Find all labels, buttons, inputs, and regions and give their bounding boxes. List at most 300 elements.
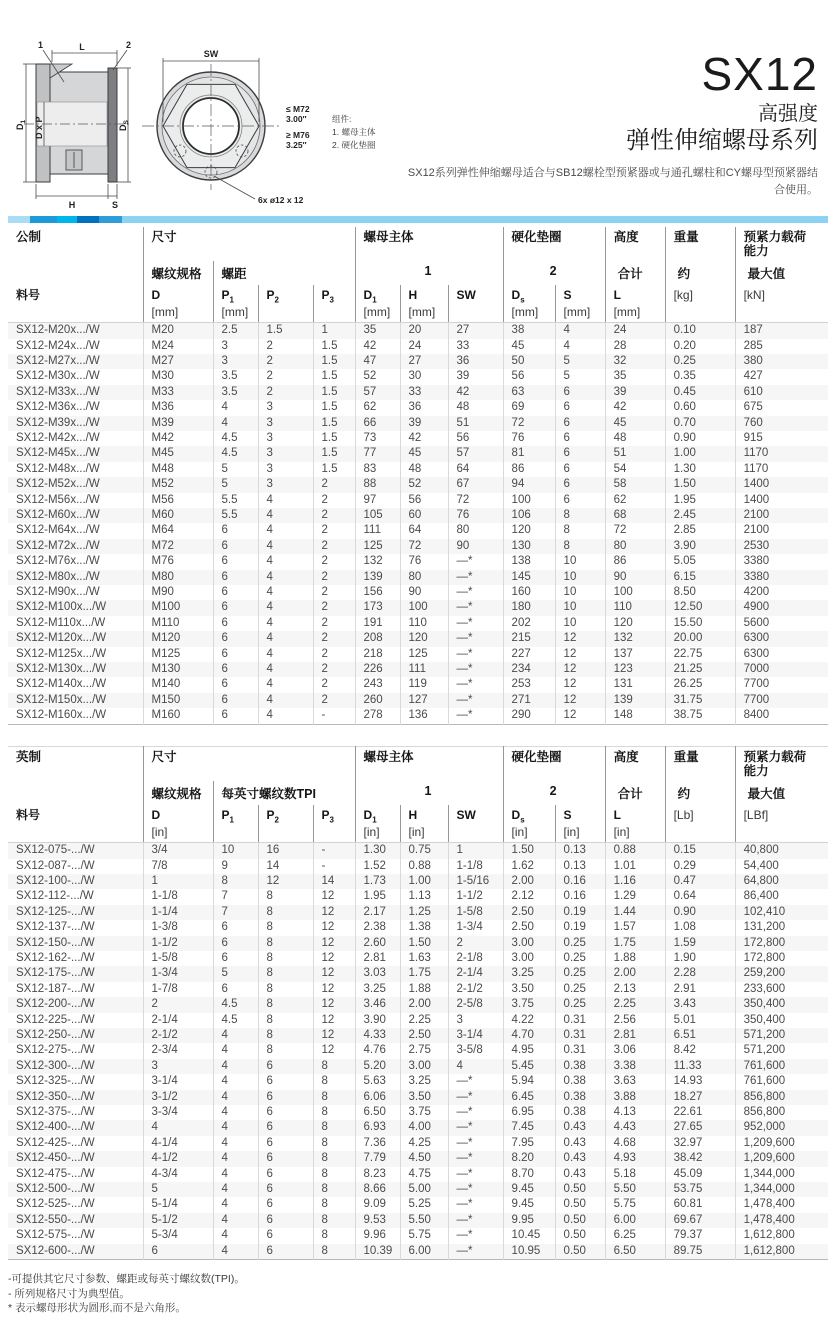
value-cell: 5.94 (503, 1074, 555, 1089)
value-cell: 6 (143, 1244, 213, 1260)
value-cell: 89.75 (665, 1244, 735, 1260)
value-cell: 0.70 (665, 416, 735, 431)
value-cell: 76 (503, 431, 555, 446)
value-cell: 0.50 (555, 1213, 605, 1228)
value-cell: 8 (313, 1228, 355, 1243)
value-cell: 2 (313, 616, 355, 631)
value-cell: 1.75 (400, 966, 448, 981)
metric-table-section (8, 227, 828, 725)
value-cell: 0.10 (665, 323, 735, 339)
sub-tpi: 每英寸螺纹数TPI (213, 781, 355, 805)
part-number-cell: SX12-425-.../W (16, 1136, 95, 1149)
value-cell: 1.29 (605, 889, 665, 904)
table-row (8, 889, 828, 904)
value-cell: 1-1/8 (143, 889, 213, 904)
table-row (8, 693, 828, 708)
value-cell: 1.50 (665, 477, 735, 492)
metric-table-body (8, 323, 828, 725)
value-cell: 2-1/8 (448, 951, 503, 966)
value-cell: 4 (258, 570, 313, 585)
value-cell: 234 (503, 662, 555, 677)
value-cell: 6 (213, 647, 258, 662)
value-cell: 1-5/8 (448, 905, 503, 920)
part-number-cell: SX12-575-.../W (16, 1229, 95, 1242)
value-cell: 2.5 (213, 323, 258, 339)
value-cell: 6 (213, 693, 258, 708)
value-cell: 2 (313, 508, 355, 523)
col-part-number: 料号 (8, 285, 143, 323)
value-cell: 3.00 (503, 951, 555, 966)
value-cell: 2.00 (503, 874, 555, 889)
value-cell: 102,410 (735, 905, 828, 920)
value-cell: 2 (258, 385, 313, 400)
part-number-cell: SX12-137-.../W (16, 921, 95, 934)
value-cell: M56 (143, 493, 213, 508)
value-cell: 350,400 (735, 997, 828, 1012)
value-cell: 6 (258, 1090, 313, 1105)
value-cell: 1.5 (313, 462, 355, 477)
value-cell: 100 (605, 585, 665, 600)
value-cell: 427 (735, 369, 828, 384)
col-D: D [mm] (143, 285, 213, 323)
metric-table (8, 227, 828, 725)
value-cell: M125 (143, 647, 213, 662)
value-cell: 215 (503, 631, 555, 646)
value-cell: 4.5 (213, 997, 258, 1012)
value-cell: —* (448, 1105, 503, 1120)
value-cell: 2.81 (355, 951, 400, 966)
part-number-cell: SX12-200-.../W (16, 998, 95, 1011)
value-cell: 24 (605, 323, 665, 339)
value-cell: 4-1/4 (143, 1136, 213, 1151)
table-row (8, 1105, 828, 1120)
value-cell: 172,800 (735, 936, 828, 951)
value-cell: 2-1/2 (448, 982, 503, 997)
value-cell: 3.5 (213, 385, 258, 400)
value-cell: M80 (143, 570, 213, 585)
value-cell: 1.95 (665, 493, 735, 508)
col-kN: [kN] (735, 285, 828, 323)
value-cell: 28 (605, 339, 665, 354)
value-cell: 2.13 (605, 982, 665, 997)
value-cell: 4200 (735, 585, 828, 600)
value-cell: 1.63 (400, 951, 448, 966)
value-cell: 0.25 (665, 354, 735, 369)
value-cell: 1.5 (313, 431, 355, 446)
value-cell: 2.28 (665, 966, 735, 981)
value-cell: 5 (143, 1182, 213, 1197)
value-cell: 8 (313, 1074, 355, 1089)
value-cell: 110 (400, 616, 448, 631)
value-cell: 3-3/4 (143, 1105, 213, 1120)
value-cell: 137 (605, 647, 665, 662)
value-cell: 5 (213, 462, 258, 477)
value-cell: —* (448, 616, 503, 631)
value-cell: 4 (213, 1182, 258, 1197)
value-cell: 1-3/8 (143, 920, 213, 935)
front-view (142, 49, 310, 205)
value-cell: 2.56 (605, 1013, 665, 1028)
value-cell: 45 (605, 416, 665, 431)
value-cell: 0.38 (555, 1090, 605, 1105)
size-note-top: ≤ M72 (286, 104, 310, 114)
value-cell: —* (448, 1197, 503, 1212)
value-cell: 3 (213, 339, 258, 354)
leader-2: 2 (126, 40, 132, 50)
value-cell: 6 (555, 462, 605, 477)
table-row (8, 369, 828, 384)
value-cell: 21.25 (665, 662, 735, 677)
value-cell: 6.00 (605, 1213, 665, 1228)
value-cell: 110 (605, 600, 665, 615)
value-cell: 42 (605, 400, 665, 415)
value-cell: 8 (313, 1167, 355, 1182)
value-cell: 0.20 (665, 339, 735, 354)
value-cell: 90 (400, 585, 448, 600)
value-cell: 47 (355, 354, 400, 369)
imperial-table-section (8, 746, 828, 1260)
value-cell: 6 (213, 554, 258, 569)
value-cell: —* (448, 1167, 503, 1182)
value-cell: 0.16 (555, 874, 605, 889)
sub-preload-max: 最大值 (735, 261, 828, 285)
value-cell: 54 (605, 462, 665, 477)
value-cell: 1.16 (605, 874, 665, 889)
value-cell: 1.75 (605, 936, 665, 951)
value-cell: 12 (313, 889, 355, 904)
col-H: H [mm] (400, 285, 448, 323)
value-cell: 52 (355, 369, 400, 384)
value-cell: 4 (258, 631, 313, 646)
value-cell: —* (448, 1228, 503, 1243)
value-cell: 4 (213, 1105, 258, 1120)
value-cell: —* (448, 1090, 503, 1105)
value-cell: 1.62 (503, 859, 555, 874)
value-cell: 12 (555, 647, 605, 662)
value-cell: 8 (258, 1013, 313, 1028)
value-cell: 4 (258, 585, 313, 600)
value-cell: 1.30 (665, 462, 735, 477)
value-cell: 4 (258, 523, 313, 538)
value-cell: 1.08 (665, 920, 735, 935)
value-cell: 571,200 (735, 1028, 828, 1043)
value-cell: 5.00 (400, 1182, 448, 1197)
value-cell: 0.29 (665, 859, 735, 874)
value-cell: 1.00 (400, 874, 448, 889)
value-cell: 125 (355, 539, 400, 554)
value-cell: 8.50 (665, 585, 735, 600)
value-cell: 3.25 (355, 982, 400, 997)
table-row (8, 966, 828, 981)
legend-item-1: 1. 螺母主体 (332, 127, 376, 137)
value-cell: 26.25 (665, 677, 735, 692)
value-cell: 4.75 (400, 1167, 448, 1182)
value-cell: 3-1/4 (143, 1074, 213, 1089)
group-nut-body: 螺母主体 (355, 747, 503, 781)
value-cell: 0.25 (555, 997, 605, 1012)
part-number-cell: SX12-375-.../W (16, 1106, 95, 1119)
title-block (378, 50, 818, 199)
table-row (8, 539, 828, 554)
value-cell: M150 (143, 693, 213, 708)
value-cell: 1.88 (605, 951, 665, 966)
value-cell: 9.45 (503, 1182, 555, 1197)
col-P2: $P_2$ (258, 285, 313, 323)
group-height: 高度 (605, 227, 665, 261)
value-cell: 4 (213, 1028, 258, 1043)
value-cell: 10.45 (503, 1228, 555, 1243)
color-bar-segment (122, 216, 828, 223)
value-cell: 4 (213, 1136, 258, 1151)
value-cell: 72 (605, 523, 665, 538)
value-cell: 127 (400, 693, 448, 708)
value-cell: 5.50 (605, 1182, 665, 1197)
dim-Ds: $D_S$ (118, 120, 130, 131)
footnotes (8, 1272, 245, 1316)
value-cell: 6.93 (355, 1120, 400, 1135)
value-cell: 45 (503, 339, 555, 354)
value-cell: 12 (313, 1028, 355, 1043)
value-cell: 0.88 (605, 843, 665, 859)
value-cell: 4.22 (503, 1013, 555, 1028)
value-cell: 4 (213, 1120, 258, 1135)
value-cell: 3 (258, 431, 313, 446)
sub-washer-num: 2 (503, 261, 605, 285)
value-cell: 3 (258, 446, 313, 461)
value-cell: 10 (555, 585, 605, 600)
value-cell: 6300 (735, 631, 828, 646)
value-cell: 0.90 (665, 431, 735, 446)
value-cell: 1.90 (665, 951, 735, 966)
value-cell: M110 (143, 616, 213, 631)
value-cell: 10 (555, 554, 605, 569)
value-cell: 4.93 (605, 1151, 665, 1166)
sub-thread-spec: 螺纹规格 (143, 261, 213, 285)
value-cell: 0.45 (665, 385, 735, 400)
value-cell: 72 (448, 493, 503, 508)
value-cell: 3380 (735, 554, 828, 569)
group-region: 英制 (16, 750, 42, 764)
value-cell: 56 (400, 493, 448, 508)
color-bar-segment (8, 216, 30, 223)
part-number-cell: SX12-112-.../W (16, 890, 94, 903)
value-cell: 4 (213, 1151, 258, 1166)
value-cell: 12 (555, 708, 605, 724)
value-cell: 5.05 (665, 554, 735, 569)
value-cell: 2 (258, 354, 313, 369)
value-cell: 6.15 (665, 570, 735, 585)
group-region: 公制 (16, 230, 42, 244)
value-cell: —* (448, 1182, 503, 1197)
value-cell: 0.75 (400, 843, 448, 859)
value-cell: 51 (448, 416, 503, 431)
value-cell: 9.09 (355, 1197, 400, 1212)
value-cell: 80 (448, 523, 503, 538)
value-cell: 2.17 (355, 905, 400, 920)
part-number-cell: SX12-187-.../W (16, 982, 95, 995)
part-number-cell: SX12-525-.../W (16, 1198, 95, 1211)
value-cell: 8.70 (503, 1167, 555, 1182)
value-cell: - (313, 708, 355, 724)
value-cell: 6 (213, 570, 258, 585)
value-cell: 100 (400, 600, 448, 615)
table-row (8, 1244, 828, 1260)
sub-nut-body-num: 1 (355, 261, 503, 285)
value-cell: 2 (313, 693, 355, 708)
value-cell: 7.45 (503, 1120, 555, 1135)
value-cell: 5.01 (665, 1013, 735, 1028)
value-cell: 6 (213, 631, 258, 646)
value-cell: 72 (503, 416, 555, 431)
value-cell: 3.46 (355, 997, 400, 1012)
value-cell: 243 (355, 677, 400, 692)
dim-SW: SW (203, 49, 219, 59)
value-cell: 915 (735, 431, 828, 446)
value-cell: 6 (258, 1167, 313, 1182)
value-cell: M39 (143, 416, 213, 431)
part-number-cell: SX12-M76x.../W (16, 555, 100, 568)
table-row (8, 616, 828, 631)
value-cell: 4.5 (213, 1013, 258, 1028)
value-cell: 139 (355, 570, 400, 585)
value-cell: 6 (213, 708, 258, 724)
value-cell: 1-1/2 (448, 889, 503, 904)
value-cell: 8 (213, 874, 258, 889)
value-cell: 0.43 (555, 1136, 605, 1151)
value-cell: 2 (313, 493, 355, 508)
part-number-cell: SX12-M56x.../W (16, 493, 100, 506)
value-cell: 4 (213, 1197, 258, 1212)
value-cell: 8 (258, 982, 313, 997)
value-cell: 3.50 (400, 1090, 448, 1105)
value-cell: 2 (313, 677, 355, 692)
value-cell: 5.45 (503, 1059, 555, 1074)
table-row (8, 354, 828, 369)
value-cell: 5.75 (605, 1197, 665, 1212)
value-cell: 4-1/2 (143, 1151, 213, 1166)
value-cell: 0.13 (555, 843, 605, 859)
value-cell: 0.50 (555, 1228, 605, 1243)
value-cell: 0.31 (555, 1013, 605, 1028)
value-cell: 187 (735, 323, 828, 339)
value-cell: 5.5 (213, 508, 258, 523)
part-number-cell: SX12-600-.../W (16, 1244, 95, 1257)
value-cell: 1.5 (313, 400, 355, 415)
value-cell: 1.5 (313, 369, 355, 384)
part-number-cell: SX12-M33x.../W (16, 385, 100, 398)
value-cell: 8.20 (503, 1151, 555, 1166)
value-cell: 12 (313, 905, 355, 920)
value-cell: 2.38 (355, 920, 400, 935)
value-cell: 0.43 (555, 1167, 605, 1182)
value-cell: 1,478,400 (735, 1213, 828, 1228)
col-P3: $P_3$ (313, 285, 355, 323)
part-number-cell: SX12-M90x.../W (16, 586, 100, 599)
value-cell: M90 (143, 585, 213, 600)
group-weight: 重量 (665, 747, 735, 781)
value-cell: 7700 (735, 693, 828, 708)
value-cell: 35 (605, 369, 665, 384)
value-cell: M120 (143, 631, 213, 646)
table-row (8, 859, 828, 874)
value-cell: 12 (313, 997, 355, 1012)
part-number-cell: SX12-100-.../W (16, 874, 95, 887)
legend-title: 组件: (332, 114, 352, 124)
value-cell: 38.42 (665, 1151, 735, 1166)
sub-thread-spec: 螺纹规格 (143, 781, 213, 805)
value-cell: 1.44 (605, 905, 665, 920)
part-number-cell: SX12-300-.../W (16, 1059, 95, 1072)
value-cell: 4 (213, 1090, 258, 1105)
part-number-cell: SX12-M160x.../W (16, 709, 107, 722)
value-cell: 2 (258, 339, 313, 354)
group-size: 尺寸 (143, 747, 355, 781)
table-row (8, 1120, 828, 1135)
value-cell: —* (448, 600, 503, 615)
value-cell: 260 (355, 693, 400, 708)
table-row (8, 477, 828, 492)
value-cell: 139 (605, 693, 665, 708)
table-row (8, 446, 828, 461)
part-number-cell: SX12-M30x.../W (16, 370, 100, 383)
value-cell: 5600 (735, 616, 828, 631)
value-cell: —* (448, 570, 503, 585)
value-cell: 69 (503, 400, 555, 415)
value-cell: 5.63 (355, 1074, 400, 1089)
table-row (8, 339, 828, 354)
page-subtitle-1: 高强度 (758, 103, 818, 126)
col-P1: $P_1$ (213, 805, 258, 843)
part-number-cell: SX12-M140x.../W (16, 678, 107, 691)
value-cell: 36 (448, 354, 503, 369)
value-cell: 39 (605, 385, 665, 400)
col-D: D [in] (143, 805, 213, 843)
value-cell: 6 (258, 1244, 313, 1260)
value-cell: 7700 (735, 677, 828, 692)
table-row (8, 600, 828, 615)
value-cell: 4.33 (355, 1028, 400, 1043)
value-cell: 0.43 (555, 1151, 605, 1166)
value-cell: 132 (355, 554, 400, 569)
value-cell: 6 (258, 1120, 313, 1135)
part-number-cell: SX12-M130x.../W (16, 663, 107, 676)
value-cell: 1.13 (400, 889, 448, 904)
value-cell: 3 (213, 354, 258, 369)
table-row (8, 631, 828, 646)
value-cell: 8 (258, 1043, 313, 1058)
value-cell: 5.25 (400, 1197, 448, 1212)
dim-H: H (68, 200, 76, 210)
part-number-cell: SX12-M45x.../W (16, 447, 100, 460)
value-cell: —* (448, 677, 503, 692)
part-number-cell: SX12-M48x.../W (16, 462, 100, 475)
value-cell: 4 (258, 647, 313, 662)
value-cell: 3.75 (503, 997, 555, 1012)
value-cell: 54,400 (735, 859, 828, 874)
value-cell: M24 (143, 339, 213, 354)
value-cell: 6300 (735, 647, 828, 662)
col-S: S [mm] (555, 285, 605, 323)
value-cell: 6 (213, 539, 258, 554)
value-cell: 32 (605, 354, 665, 369)
value-cell: 0.60 (665, 400, 735, 415)
value-cell: 350,400 (735, 1013, 828, 1028)
color-bar-segment (77, 216, 99, 223)
value-cell: 4 (555, 339, 605, 354)
value-cell: 67 (448, 477, 503, 492)
value-cell: 2530 (735, 539, 828, 554)
value-cell: 8.23 (355, 1167, 400, 1182)
